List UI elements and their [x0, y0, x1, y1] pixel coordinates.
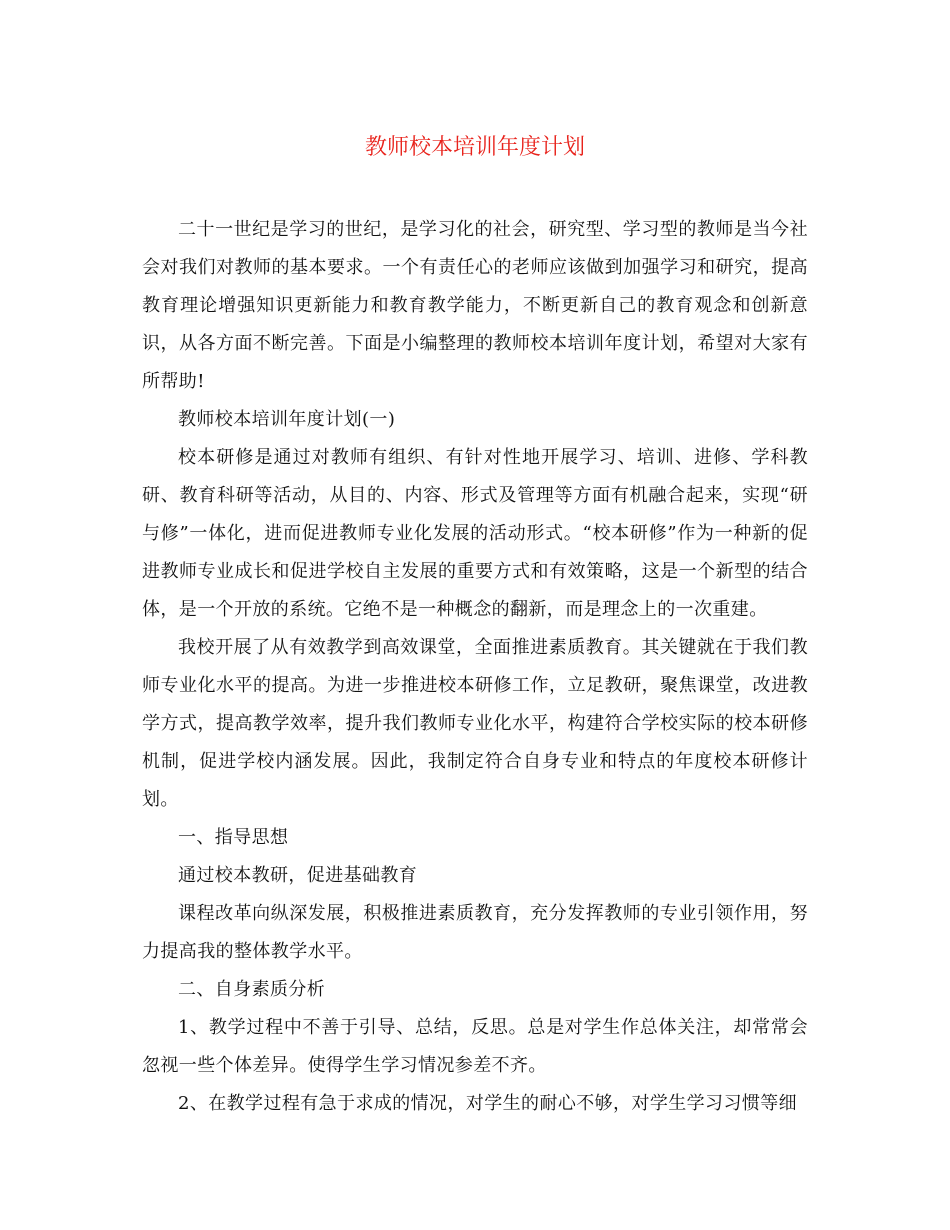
- paragraph-basic-education: 通过校本教研，促进基础教育: [178, 865, 418, 886]
- paragraph-school-practice: 我校开展了从有效教学到高效课堂，全面推进素质教育。其关键就在于我们教师专业化水平的提高。为进一步推进校本研修工作，立足教研，聚焦课堂，改进教学方式，提高教学效率，提升我们教师专业化水平，构建符合学校实际的校本研修机制，促进学校内涵发展。因此，我制定符合自身专业和特点的年度校本研修计划。: [142, 637, 808, 810]
- section-heading-self-analysis: 二、自身素质分析: [178, 979, 326, 1000]
- paragraph-curriculum-reform: 课程改革向纵深发展，积极推进素质教育，充分发挥教师的专业引领作用，努力提高我的整体教学水平。: [142, 903, 808, 962]
- paragraph-school-research: 校本研修是通过对教师有组织、有针对性地开展学习、培训、进修、学科教研、教育科研等活动，从目的、内容、形式及管理等方面有机融合起来，实现“研与修”一体化，进而促进教师专业化发展的活动形式。“校本研修”作为一种新的促进教师专业成长和促进学校自主发展的重要方式和有效策略，这是一个新型的结合体，是一个开放的系统。它绝不是一种概念的翻新，而是理念上的一次重建。: [142, 447, 808, 620]
- document-body: [142, 211, 808, 1123]
- list-item-analysis-1: 1、教学过程中不善于引导、总结，反思。总是对学生作总体关注，却常常会忽视一些个体差异。使得学生学习情况参差不齐。: [142, 1017, 808, 1076]
- section-heading-guiding-thought: 一、指导思想: [178, 827, 289, 848]
- list-item-analysis-2: 2、在教学过程有急于求成的情况，对学生的耐心不够，对学生学习习惯等细: [178, 1093, 798, 1114]
- document-title: 教师校本培训年度计划: [364, 135, 585, 160]
- section-heading-plan-one: 教师校本培训年度计划(一): [178, 409, 396, 430]
- paragraph-intro: 二十一世纪是学习的世纪，是学习化的社会，研究型、学习型的教师是当今社会对我们对教师的基本要求。一个有责任心的老师应该做到加强学习和研究，提高教育理论增强知识更新能力和教育教学能力，不断更新自己的教育观念和创新意识，从各方面不断完善。下面是小编整理的教师校本培训年度计划，希望对大家有所帮助!: [142, 219, 808, 392]
